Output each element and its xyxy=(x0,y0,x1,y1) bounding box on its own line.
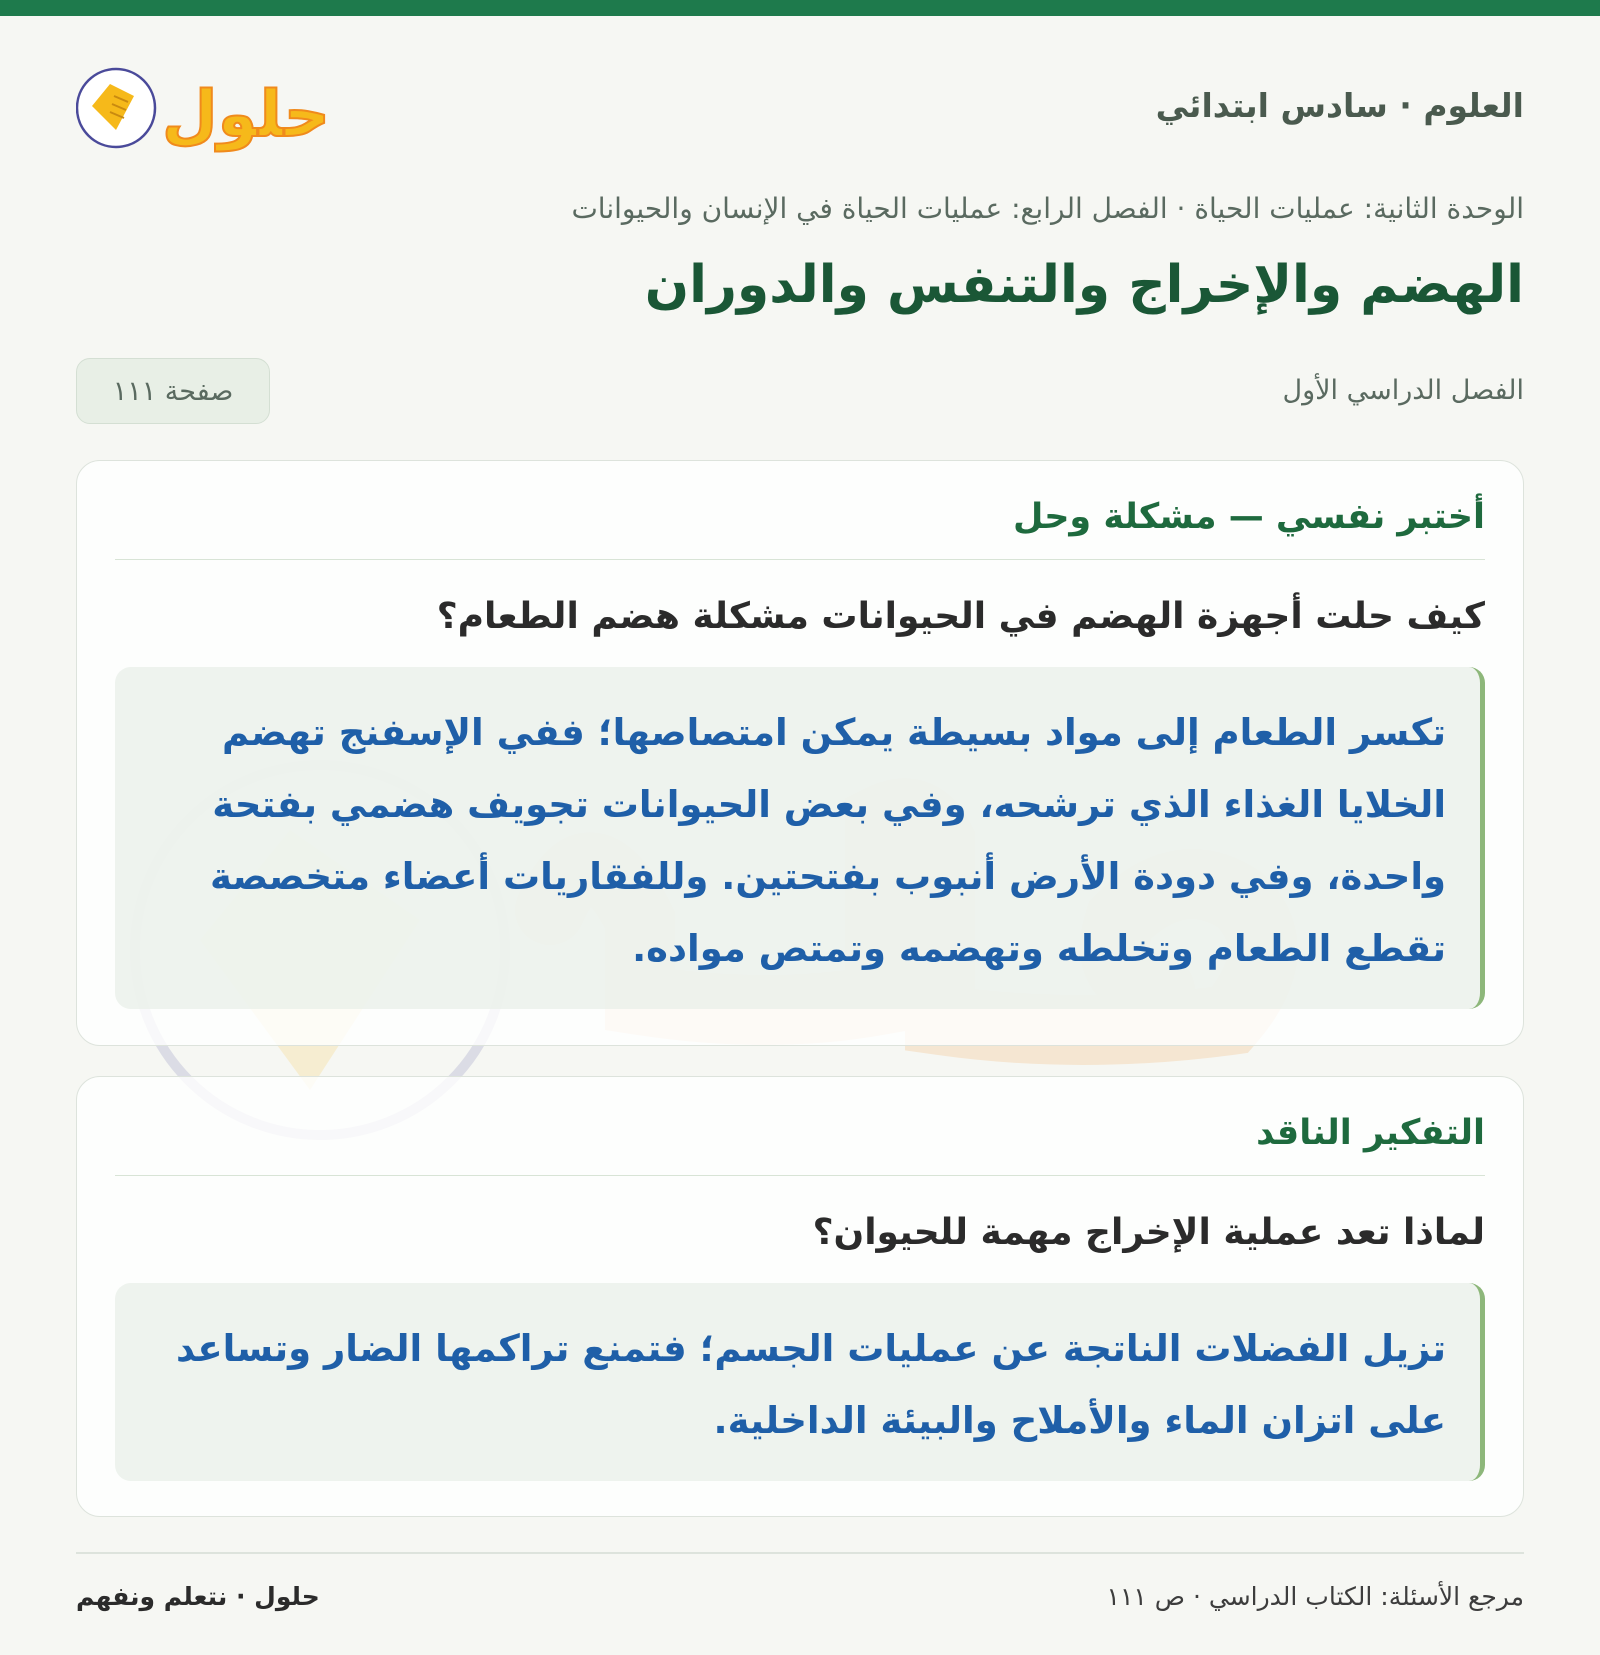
breadcrumb: الوحدة الثانية: عمليات الحياة · الفصل الرابع: عمليات الحياة في الإنسان والحيوانات xyxy=(571,192,1524,225)
logo-book-icon xyxy=(76,56,336,176)
page-number-badge: صفحة ١١١ xyxy=(76,358,270,424)
section-title: التفكير الناقد xyxy=(115,1077,1485,1176)
subject-label: العلوم · سادس ابتدائي xyxy=(1155,86,1524,125)
question-text: كيف حلت أجهزة الهضم في الحيوانات مشكلة هضم الطعام؟ xyxy=(436,596,1485,637)
page-header xyxy=(76,16,1524,186)
footer-brand[interactable]: حلول · نتعلم ونفهم xyxy=(76,1582,320,1611)
footer-divider xyxy=(76,1552,1524,1554)
site-logo[interactable] xyxy=(76,56,336,176)
footer-reference: مرجع الأسئلة: الكتاب الدراسي · ص ١١١ xyxy=(1106,1582,1524,1611)
question-text: لماذا تعد عملية الإخراج مهمة للحيوان؟ xyxy=(812,1212,1485,1253)
section-card-critical-thinking xyxy=(76,1076,1524,1517)
top-accent-bar xyxy=(0,0,1600,16)
answer-box: تكسر الطعام إلى مواد بسيطة يمكن امتصاصها؛ ففي الإسفنج تهضم الخلايا الغذاء الذي ترشحه، وفي بعض الحيوانات تجويف هضمي بفتحة واحدة، وفي دودة الأرض أنبوب بفتحتين. وللفقاريات أعضاء متخصصة تقطع الطعام وتخلطه وتهضمه وتمتص مواده. xyxy=(115,667,1485,1009)
page-title: الهضم والإخراج والتنفس والدوران xyxy=(644,255,1524,315)
answer-box: تزيل الفضلات الناتجة عن عمليات الجسم؛ فتمنع تراكمها الضار وتساعد على اتزان الماء والأملاح والبيئة الداخلية. xyxy=(115,1283,1485,1481)
section-card-problem-solution xyxy=(76,460,1524,1046)
term-label: الفصل الدراسي الأول xyxy=(1282,375,1524,406)
logo-text: حلول xyxy=(162,78,330,152)
section-title: أختبر نفسي — مشكلة وحل xyxy=(115,461,1485,560)
